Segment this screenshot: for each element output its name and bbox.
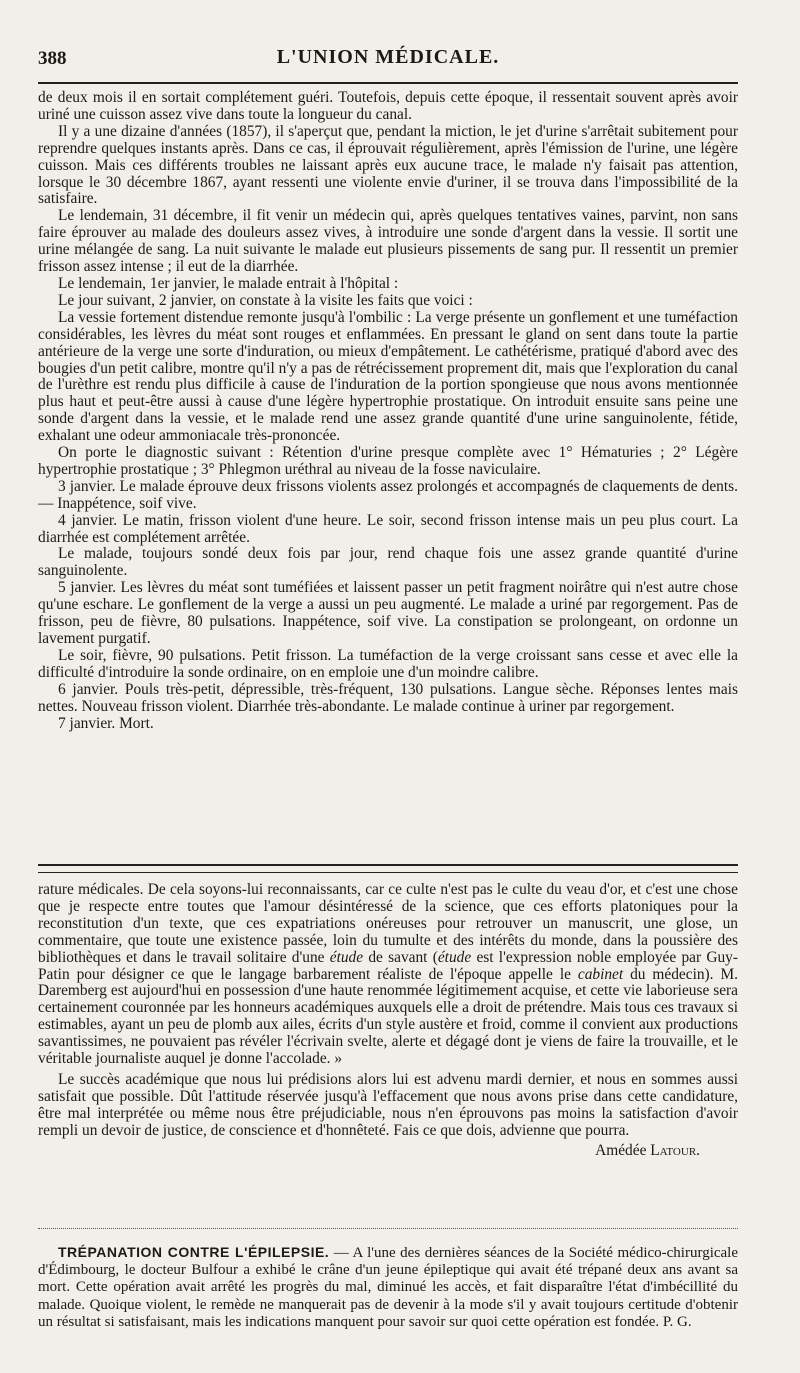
paragraph: La vessie fortement distendue remonte jusqu'à l'ombilic : La verge présente un gonflement et une tuméfaction considérables, les lèvres du méat sont rouges et enflammées. En pressant le gland on sent dans toute la partie antérieure de la verge une sorte d'induration, ou mieux d'empâtement. Le cathétérisme, pratiqué d'abord avec des bougies d'un petit calibre, montre qu'il n'y a pas de rétrécissement proprement dit, mais que l'exploration du canal de l'urèthre est rendu plus difficile à cause de l'induration de la portion spongieuse que nous avons mentionnée plus haut et peut-être aussi à cause d'une légère hypertrophie prostatique. On introduit ensuite sans peine une sonde d'argent dans la vessie, et le malade rend une assez grande quantité d'une urine sanguinolente, fétide, exhalant une odeur ammoniacale très-prononcée. <box>38 308 738 445</box>
paragraph: de deux mois il en sortait complétement guéri. Toutefois, depuis cette époque, il ressentait souvent après avoir uriné une cuisson assez vive dans toute la longueur du canal. <box>38 89 738 123</box>
italic-term: étude <box>437 948 472 966</box>
news-item-article <box>38 1244 738 1331</box>
text-run: rature médicales. De cela soyons-lui reconnaissants, car ce culte n'est pas le culte du veau d'or, et c'est une chose que je respecte entre toutes que l'amour désintéressé de la science, que ces efforts platoniques pour la reconstitution d'un texte, que ces expatriations onéreuses pour retrouver un manuscrit, une glose, un commentaire, que toute une existence passée, loin du tumulte et des intérêts du monde, dans la poussière des bibliothèques et dans le travail solitaire d'une <box>38 881 738 966</box>
text-run: du médecin). M. Daremberg est aujourd'hui en possession d'une haute renommée légitimement acquise, et cette vie laborieuse sera certainement couronnée par les honneurs académiques auxquels elle a droit de prétendre. Mais tous ces travaux si estimables, ayant un peu de plomb aux ailes, écrits d'un style austère et froid, comme il convient aux productions savantissimes, ne pouvaient pas révéler l'écrivain svelte, alerte et dégagé dont je viens de faire la trouvaille, et le véritable journaliste auquel je donne l'accolade. » <box>38 965 738 1068</box>
paragraph: 3 janvier. Le malade éprouve deux frissons violents assez prolongés et accompagnés de claquements de dents. — Inappétence, soif vive. <box>38 477 738 512</box>
news-item-title: TRÉPANATION CONTRE L'ÉPILEPSIE. <box>58 1244 330 1260</box>
paragraph: 7 janvier. Mort. <box>58 714 154 732</box>
clinical-case-article <box>38 90 738 732</box>
text-run: de savant ( <box>363 948 438 966</box>
signature-first-name: Amédée <box>595 1141 647 1159</box>
feuilleton-article <box>38 882 738 1159</box>
italic-term: cabinet <box>577 965 624 983</box>
paragraph <box>38 1244 738 1331</box>
paragraph <box>38 882 738 1068</box>
paragraph: Le malade, toujours sondé deux fois par jour, rend chaque fois une assez grande quantité d'urine sanguinolente. <box>38 545 738 580</box>
italic-term: étude <box>329 948 364 966</box>
text-run: est l'expression noble employée par Guy-Patin pour désigner ce que le langage barbarement réaliste de l'époque appelle le <box>38 948 739 983</box>
paragraph: Le lendemain, 1er janvier, le malade entrait à l'hôpital : <box>58 274 399 292</box>
news-item-text: — A l'une des dernières séances de la Société médico-chirurgicale d'Édimbourg, le docteur Bulfour a exhibé le crâne d'un jeune épileptique qui avait été trépané deux ans avant sa mort. Cette opération avait arrêté les progrès du mal, diminué les accès, et fait disparaître l'état d'imbécillité du malade. Quoique violent, le remède ne manquerait pas de devenir à la mode s'il y avait toujours certitude d'obtenir un résultat si satisfaisant, mais les indications manquent pour savoir sur quoi cette opération est fondée. P. G. <box>38 1245 738 1330</box>
dotted-separator <box>38 1228 738 1229</box>
paragraph: Il y a une dizaine d'années (1857), il s'aperçut que, pendant la miction, le jet d'urine s'arrêtait subitement pour reprendre quelques instants après. Dans ce cas, il éprouvait régulièrement, après l'émission de l'urine, une légère cuisson. Mais ces différents troubles ne laissant après eux aucune trace, le malade n'y faisait pas attention, lorsque le 30 décembre 1867, ayant ressenti une violente envie d'uriner, il se trouva dans l'impossibilité de la satisfaire. <box>38 122 738 208</box>
paragraph: Le lendemain, 31 décembre, il fit venir un médecin qui, après quelques tentatives vaines, parvint, non sans faire éprouver au malade des douleurs assez vives, à introduire une sonde d'argent dans la vessie. Il sortit une urine mélangée de sang. La nuit suivante le malade eut plusieurs pissements de sang pur. Il ressentit un premier frisson assez intense ; il eut de la diarrhée. <box>38 207 738 276</box>
signature-last-name: Latour. <box>650 1141 700 1159</box>
page-header <box>38 42 738 72</box>
paragraph: Le soir, fièvre, 90 pulsations. Petit frisson. La tuméfaction de la verge croissant sans cesse et avec elle la difficulté d'introduire la sonde ordinaire, on en emploie une d'un moindre calibre. <box>38 646 738 681</box>
paragraph: Le succès académique que nous lui prédisions alors lui est advenu mardi dernier, et nous en sommes aussi satisfait que possible. Dût l'attitude réservée jusqu'à l'effacement que nous avons prise dans cette candidature, être mal interprétée ou même nous être préjudiciable, nous n'en éprouvons pas moins la satisfaction d'avoir rempli un devoir de justice, de conscience et d'honnêteté. Fais ce que dois, advienne que pourra. <box>38 1070 738 1139</box>
paragraph: On porte le diagnostic suivant : Rétention d'urine presque complète avec 1° Hématuries ; 2° Légère hypertrophie prostatique ; 3° Phlegmon uréthral au niveau de la fosse naviculaire. <box>38 444 738 478</box>
section-separator <box>38 864 738 873</box>
paragraph: 6 janvier. Pouls très-petit, dépressible, très-fréquent, 130 pulsations. Langue sèche. Réponses lentes mais nettes. Nouveau frisson violent. Diarrhée très-abondante. Le malade continue à uriner par regorgement. <box>38 680 738 715</box>
paragraph: Le jour suivant, 2 janvier, on constate à la visite les faits que voici : <box>58 291 473 309</box>
paragraph: 4 janvier. Le matin, frisson violent d'une heure. Le soir, second frisson intense mais un peu plus court. La diarrhée est complétement arrêtée. <box>38 511 738 546</box>
paragraph: 5 janvier. Les lèvres du méat sont tuméfiées et laissent passer un petit fragment noirâtre qui n'est autre chose qu'une eschare. Le gonflement de la verge a aussi un peu augmenté. Le malade a uriné par regorgement. Pas de frisson, peu de fièvre, 80 pulsations. Inappétence, soif vive. La constipation se prolongeant, on ordonne un lavement purgatif. <box>38 579 738 647</box>
journal-title: L'UNION MÉDICALE. <box>276 46 500 68</box>
header-rule <box>38 82 738 84</box>
signature <box>38 1142 738 1159</box>
page-number: 388 <box>38 48 67 69</box>
